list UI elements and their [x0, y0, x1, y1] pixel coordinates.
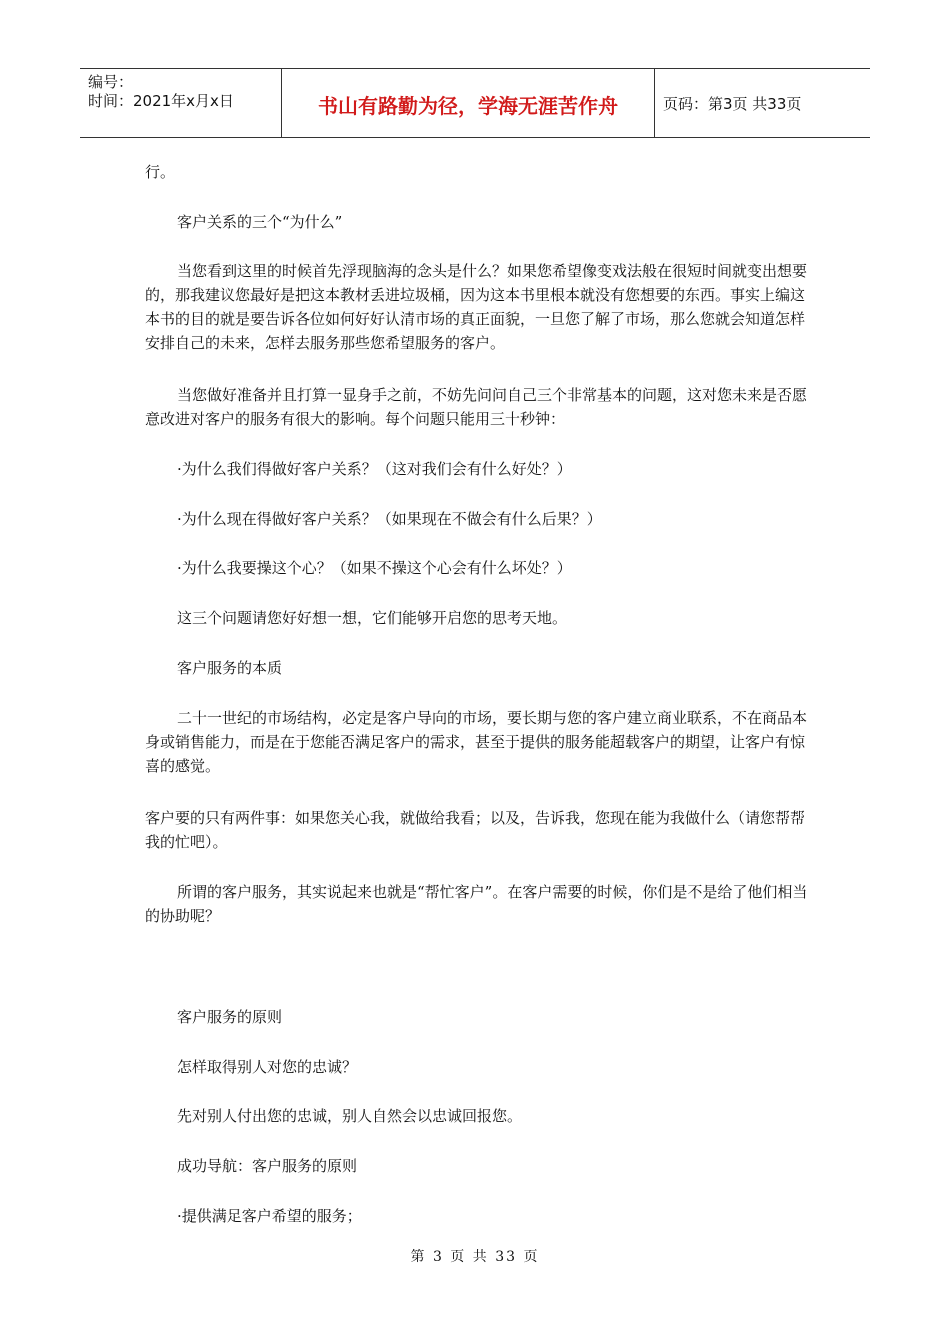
- paragraph: 先对别人付出您的忠诚，别人自然会以忠诚回报您。: [177, 1107, 523, 1125]
- paragraph: 当您看到这里的时候首先浮现脑海的念头是什么？如果您希望像变戏法般在很短时间就变出想要的，那我建议您最好是把这本教材丢进垃圾桶，因为这本书里根本就没有您想要的东西。事实上编这本书的目的就是要告诉各位如何好好认清市场的真正面貌，一旦您了解了市场，那么您就会知道怎样安排自己的未来，怎样去服务那些您希望服务的客户。: [145, 262, 808, 352]
- bullet-item: ·提供满足客户希望的服务；: [177, 1207, 362, 1225]
- paragraph: 这三个问题请您好好想一想，它们能够开启您的思考天地。: [177, 609, 568, 627]
- section-heading: 客户服务的原则: [177, 1008, 283, 1026]
- section-heading: 成功导航：客户服务的原则: [177, 1157, 358, 1175]
- page-header: [80, 68, 870, 138]
- paragraph-continuation: 行。: [145, 163, 176, 181]
- bullet-item: ·为什么我要操这个心？（如果不操这个心会有什么坏处？）: [177, 559, 572, 577]
- paragraph: 当您做好准备并且打算一显身手之前，不妨先问问自己三个非常基本的问题，这对您未来是否愿意改进对客户的服务有很大的影响。每个问题只能用三十秒钟：: [145, 386, 808, 428]
- paragraph: 二十一世纪的市场结构，必定是客户导向的市场，要长期与您的客户建立商业联系，不在商品本身或销售能力，而是在于您能否满足客户的需求，甚至于提供的服务能超载客户的期望，让客户有惊喜的感觉。: [145, 709, 808, 775]
- bullet-item: ·为什么现在得做好客户关系？（如果现在不做会有什么后果？）: [177, 510, 602, 528]
- document-number-label: 编号：: [88, 73, 134, 91]
- section-heading: 客户服务的本质: [177, 659, 283, 677]
- page-footer: 第 3 页 共 33 页: [410, 1249, 540, 1265]
- paragraph: 所谓的客户服务，其实说起来也就是“帮忙客户”。在客户需要的时候，你们是不是给了他们相当的协助呢？: [145, 883, 808, 925]
- header-motto: 书山有路勤为径，学海无涯苦作舟: [281, 69, 655, 137]
- paragraph: 怎样取得别人对您的忠诚？: [177, 1058, 358, 1076]
- bullet-item: ·为什么我们得做好客户关系？（这对我们会有什么好处？）: [177, 460, 572, 478]
- section-heading: 客户关系的三个“为什么”: [177, 213, 343, 231]
- paragraph: 客户要的只有两件事：如果您关心我，就做给我看；以及，告诉我，您现在能为我做什么（请您帮帮我的忙吧）。: [145, 809, 806, 851]
- header-page-number: 页码：第3页 共33页: [663, 94, 802, 113]
- header-meta: [80, 69, 281, 137]
- document-date-label: 时间：2021年x月x日: [88, 92, 234, 110]
